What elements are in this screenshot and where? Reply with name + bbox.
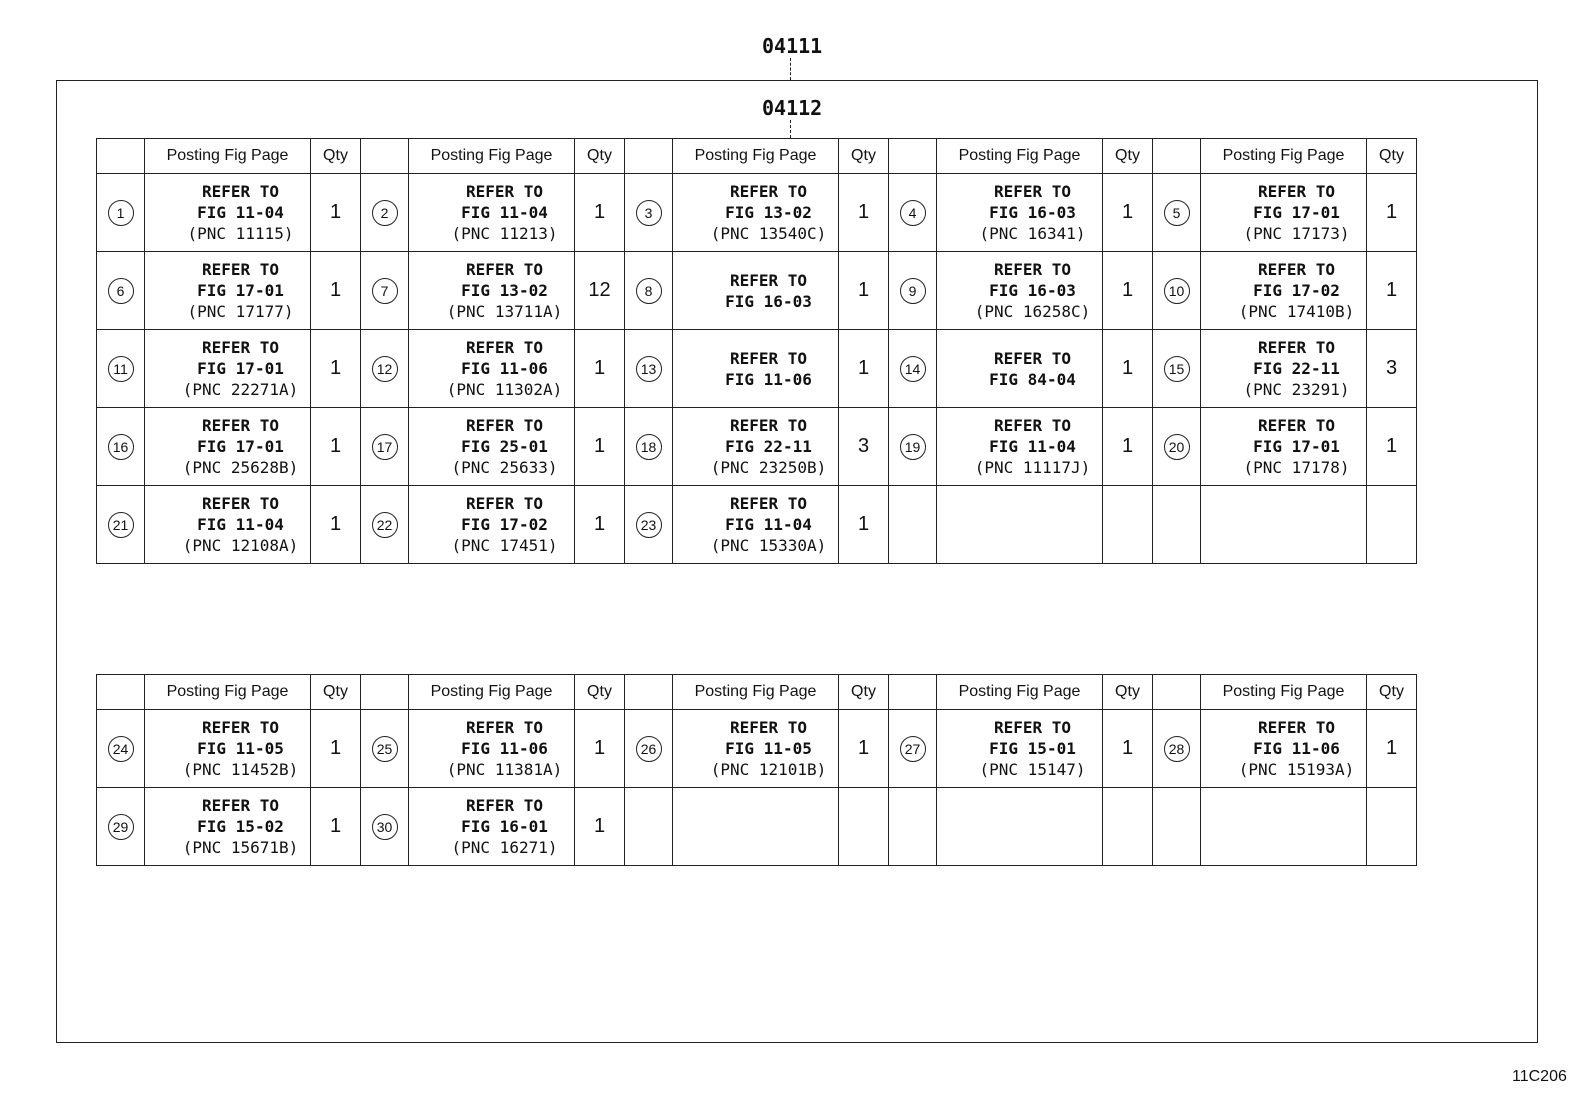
quantity-cell: 1	[1103, 408, 1153, 486]
quantity-cell: 3	[1367, 330, 1417, 408]
fig-page-text: FIG 17-01	[1253, 203, 1340, 222]
reference-cell	[937, 174, 1103, 252]
item-number-cell	[625, 330, 673, 408]
reference-cell	[145, 174, 311, 252]
refer-to-text: REFER TO	[729, 718, 808, 737]
item-number-cell	[1153, 252, 1201, 330]
fig-page-text: FIG 11-04	[197, 203, 284, 222]
item-number-badge: 1	[108, 200, 134, 226]
pnc-text: (PNC 11381A)	[446, 760, 563, 779]
fig-page-text: FIG 17-01	[1253, 437, 1340, 456]
item-number-badge: 7	[372, 278, 398, 304]
fig-page-text: FIG 11-04	[197, 515, 284, 534]
refer-to-text: REFER TO	[465, 338, 544, 357]
reference-cell	[1201, 174, 1367, 252]
item-number-badge: 17	[372, 434, 398, 460]
header-fig-page: Posting Fig Page	[937, 675, 1103, 710]
refer-to-text: REFER TO	[993, 182, 1072, 201]
item-number-cell	[97, 252, 145, 330]
item-number-badge: 13	[636, 356, 662, 382]
reference-cell	[145, 710, 311, 788]
item-number-badge: 3	[636, 200, 662, 226]
item-number-cell	[361, 408, 409, 486]
item-number-cell	[361, 788, 409, 866]
quantity-cell: 1	[1367, 408, 1417, 486]
item-number-cell	[361, 174, 409, 252]
pnc-text: (PNC 17173)	[1243, 224, 1350, 243]
item-number-badge: 8	[636, 278, 662, 304]
refer-to-text: REFER TO	[201, 260, 280, 279]
refer-to-text: REFER TO	[1257, 182, 1336, 201]
item-number-cell	[97, 486, 145, 564]
refer-to-text: REFER TO	[465, 796, 544, 815]
item-number-badge: 30	[372, 814, 398, 840]
item-number-cell	[625, 252, 673, 330]
item-number-cell	[361, 330, 409, 408]
item-number-cell	[1153, 486, 1201, 564]
item-number-badge: 10	[1164, 278, 1190, 304]
refer-to-text: REFER TO	[993, 718, 1072, 737]
item-number-cell	[1153, 174, 1201, 252]
quantity-cell: 1	[1367, 710, 1417, 788]
quantity-cell	[1103, 486, 1153, 564]
fig-page-text: FIG 11-06	[1253, 739, 1340, 758]
header-qty: Qty	[839, 139, 889, 174]
quantity-cell: 1	[839, 252, 889, 330]
item-number-cell	[97, 174, 145, 252]
refer-to-text: REFER TO	[729, 182, 808, 201]
header-num-cell	[889, 675, 937, 710]
quantity-cell: 1	[311, 408, 361, 486]
fig-page-text: FIG 17-01	[197, 437, 284, 456]
item-number-badge: 16	[108, 434, 134, 460]
refer-to-text: REFER TO	[729, 416, 808, 435]
pnc-text: (PNC 16271)	[451, 838, 558, 857]
pnc-text: (PNC 25628B)	[182, 458, 299, 477]
item-number-cell	[889, 330, 937, 408]
item-number-badge: 23	[636, 512, 662, 538]
quantity-cell: 1	[575, 174, 625, 252]
reference-cell	[673, 408, 839, 486]
pnc-text: (PNC 17178)	[1243, 458, 1350, 477]
sub-leader-line	[790, 120, 791, 138]
reference-cell	[1201, 330, 1367, 408]
reference-cell	[937, 408, 1103, 486]
item-number-badge: 19	[900, 434, 926, 460]
pnc-text: (PNC 13540C)	[710, 224, 827, 243]
item-number-cell	[889, 486, 937, 564]
header-num-cell	[361, 139, 409, 174]
fig-page-text: FIG 11-04	[461, 203, 548, 222]
header-num-cell	[625, 139, 673, 174]
parts-row	[97, 252, 1417, 330]
header-qty: Qty	[1103, 675, 1153, 710]
header-qty: Qty	[311, 139, 361, 174]
pnc-text: (PNC 11452B)	[182, 760, 299, 779]
pnc-text: (PNC 16258C)	[974, 302, 1091, 321]
parts-table-1	[96, 138, 1417, 564]
fig-page-text: FIG 22-11	[1253, 359, 1340, 378]
quantity-cell: 1	[575, 710, 625, 788]
reference-cell	[673, 330, 839, 408]
refer-to-text: REFER TO	[201, 338, 280, 357]
pnc-text: (PNC 11117J)	[974, 458, 1091, 477]
pnc-text: (PNC 17410B)	[1238, 302, 1355, 321]
header-num-cell	[361, 675, 409, 710]
pnc-text: (PNC 11115)	[187, 224, 294, 243]
refer-to-text: REFER TO	[201, 796, 280, 815]
refer-to-text: REFER TO	[465, 260, 544, 279]
item-number-cell	[1153, 330, 1201, 408]
header-fig-page: Posting Fig Page	[409, 139, 575, 174]
quantity-cell: 1	[311, 252, 361, 330]
reference-cell	[1201, 408, 1367, 486]
header-num-cell	[1153, 675, 1201, 710]
reference-cell	[145, 486, 311, 564]
item-number-badge: 20	[1164, 434, 1190, 460]
item-number-badge: 25	[372, 736, 398, 762]
quantity-cell: 1	[311, 330, 361, 408]
pnc-text: (PNC 12108A)	[182, 536, 299, 555]
reference-cell	[673, 788, 839, 866]
fig-page-text: FIG 16-03	[989, 203, 1076, 222]
pnc-text: (PNC 15671B)	[182, 838, 299, 857]
reference-cell	[409, 408, 575, 486]
reference-cell	[673, 174, 839, 252]
item-number-cell	[625, 408, 673, 486]
header-qty: Qty	[1103, 139, 1153, 174]
reference-cell	[937, 710, 1103, 788]
pnc-text: (PNC 15330A)	[710, 536, 827, 555]
header-fig-page: Posting Fig Page	[673, 139, 839, 174]
refer-to-text: REFER TO	[201, 416, 280, 435]
refer-to-text: REFER TO	[993, 348, 1072, 368]
fig-page-text: FIG 11-05	[725, 739, 812, 758]
item-number-cell	[361, 486, 409, 564]
item-number-cell	[889, 710, 937, 788]
item-number-cell	[625, 710, 673, 788]
item-number-cell	[625, 486, 673, 564]
refer-to-text: REFER TO	[1257, 718, 1336, 737]
header-row	[97, 139, 1417, 174]
reference-cell	[145, 252, 311, 330]
pnc-text: (PNC 11302A)	[446, 380, 563, 399]
quantity-cell: 1	[839, 330, 889, 408]
item-number-badge: 26	[636, 736, 662, 762]
item-number-cell	[625, 174, 673, 252]
fig-page-text: FIG 11-06	[461, 739, 548, 758]
item-number-badge: 15	[1164, 356, 1190, 382]
item-number-badge: 27	[900, 736, 926, 762]
reference-cell	[937, 788, 1103, 866]
quantity-cell: 1	[1103, 174, 1153, 252]
parts-row	[97, 330, 1417, 408]
refer-to-text: REFER TO	[1257, 416, 1336, 435]
reference-cell	[673, 486, 839, 564]
quantity-cell: 1	[575, 788, 625, 866]
refer-to-text: REFER TO	[1257, 260, 1336, 279]
reference-cell	[1201, 486, 1367, 564]
parts-row	[97, 710, 1417, 788]
quantity-cell: 1	[311, 788, 361, 866]
refer-to-text: REFER TO	[729, 270, 808, 290]
header-qty: Qty	[839, 675, 889, 710]
reference-cell	[1201, 252, 1367, 330]
quantity-cell: 1	[839, 486, 889, 564]
reference-cell	[409, 252, 575, 330]
fig-page-text: FIG 22-11	[725, 437, 812, 456]
refer-to-text: REFER TO	[993, 416, 1072, 435]
refer-to-text: REFER TO	[465, 182, 544, 201]
reference-cell	[409, 710, 575, 788]
refer-to-text: REFER TO	[465, 494, 544, 513]
pnc-text: (PNC 13711A)	[446, 302, 563, 321]
quantity-cell: 1	[575, 408, 625, 486]
item-number-badge: 14	[900, 356, 926, 382]
parts-row	[97, 174, 1417, 252]
fig-page-text: FIG 13-02	[461, 281, 548, 300]
header-num-cell	[625, 675, 673, 710]
pnc-text: (PNC 15193A)	[1238, 760, 1355, 779]
header-row	[97, 675, 1417, 710]
header-fig-page: Posting Fig Page	[1201, 139, 1367, 174]
item-number-cell	[889, 174, 937, 252]
item-number-badge: 5	[1164, 200, 1190, 226]
reference-cell	[145, 788, 311, 866]
header-qty: Qty	[1367, 139, 1417, 174]
quantity-cell: 1	[1103, 252, 1153, 330]
reference-cell	[145, 408, 311, 486]
reference-cell	[937, 330, 1103, 408]
header-num-cell	[97, 675, 145, 710]
fig-page-text: FIG 16-03	[989, 281, 1076, 300]
item-number-cell	[1153, 408, 1201, 486]
refer-to-text: REFER TO	[729, 348, 808, 368]
fig-page-text: FIG 11-06	[725, 369, 812, 389]
header-num-cell	[97, 139, 145, 174]
header-fig-page: Posting Fig Page	[1201, 675, 1367, 710]
item-number-cell	[889, 788, 937, 866]
fig-page-text: FIG 25-01	[461, 437, 548, 456]
quantity-cell: 3	[839, 408, 889, 486]
item-number-cell	[97, 330, 145, 408]
refer-to-text: REFER TO	[201, 494, 280, 513]
item-number-badge: 4	[900, 200, 926, 226]
pnc-text: (PNC 22271A)	[182, 380, 299, 399]
refer-to-text: REFER TO	[201, 182, 280, 201]
header-qty: Qty	[1367, 675, 1417, 710]
refer-to-text: REFER TO	[465, 718, 544, 737]
pnc-text: (PNC 25633)	[451, 458, 558, 477]
fig-page-text: FIG 15-02	[197, 817, 284, 836]
header-fig-page: Posting Fig Page	[145, 675, 311, 710]
fig-page-text: FIG 15-01	[989, 739, 1076, 758]
item-number-badge: 6	[108, 278, 134, 304]
reference-cell	[673, 710, 839, 788]
quantity-cell	[1367, 486, 1417, 564]
item-number-cell	[889, 252, 937, 330]
item-number-badge: 28	[1164, 736, 1190, 762]
item-number-badge: 22	[372, 512, 398, 538]
fig-page-text: FIG 13-02	[725, 203, 812, 222]
header-fig-page: Posting Fig Page	[409, 675, 575, 710]
fig-page-text: FIG 17-01	[197, 359, 284, 378]
pnc-text: (PNC 11213)	[451, 224, 558, 243]
quantity-cell: 1	[839, 710, 889, 788]
quantity-cell: 1	[575, 330, 625, 408]
item-number-badge: 2	[372, 200, 398, 226]
reference-cell	[409, 174, 575, 252]
item-number-cell	[1153, 710, 1201, 788]
header-num-cell	[889, 139, 937, 174]
header-qty: Qty	[575, 139, 625, 174]
header-qty: Qty	[311, 675, 361, 710]
item-number-badge: 21	[108, 512, 134, 538]
item-number-cell	[97, 408, 145, 486]
quantity-cell: 12	[575, 252, 625, 330]
header-fig-page: Posting Fig Page	[145, 139, 311, 174]
item-number-badge: 12	[372, 356, 398, 382]
item-number-badge: 11	[108, 356, 134, 382]
item-number-badge: 24	[108, 736, 134, 762]
fig-page-text: FIG 17-01	[197, 281, 284, 300]
quantity-cell: 1	[1103, 710, 1153, 788]
fig-page-text: FIG 16-03	[725, 291, 812, 311]
quantity-cell: 1	[575, 486, 625, 564]
item-number-cell	[625, 788, 673, 866]
fig-page-text: FIG 11-05	[197, 739, 284, 758]
kit-part-code: 04111	[762, 34, 823, 58]
fig-page-text: FIG 16-01	[461, 817, 548, 836]
reference-cell	[937, 486, 1103, 564]
pnc-text: (PNC 17177)	[187, 302, 294, 321]
reference-cell	[1201, 710, 1367, 788]
parts-row	[97, 486, 1417, 564]
refer-to-text: REFER TO	[201, 718, 280, 737]
fig-page-text: FIG 84-04	[989, 369, 1076, 389]
reference-cell	[409, 486, 575, 564]
fig-page-text: FIG 11-04	[725, 515, 812, 534]
reference-cell	[1201, 788, 1367, 866]
pnc-text: (PNC 12101B)	[710, 760, 827, 779]
refer-to-text: REFER TO	[993, 260, 1072, 279]
quantity-cell: 1	[1367, 252, 1417, 330]
quantity-cell	[839, 788, 889, 866]
pnc-text: (PNC 23291)	[1243, 380, 1350, 399]
pnc-text: (PNC 17451)	[451, 536, 558, 555]
header-num-cell	[1153, 139, 1201, 174]
header-fig-page: Posting Fig Page	[673, 675, 839, 710]
fig-page-text: FIG 17-02	[461, 515, 548, 534]
item-number-cell	[889, 408, 937, 486]
quantity-cell: 1	[839, 174, 889, 252]
reference-cell	[673, 252, 839, 330]
item-number-cell	[361, 710, 409, 788]
quantity-cell: 1	[1103, 330, 1153, 408]
reference-cell	[409, 788, 575, 866]
reference-cell	[937, 252, 1103, 330]
reference-cell	[145, 330, 311, 408]
pnc-text: (PNC 16341)	[979, 224, 1086, 243]
pnc-text: (PNC 15147)	[979, 760, 1086, 779]
fig-page-text: FIG 11-06	[461, 359, 548, 378]
item-number-cell	[361, 252, 409, 330]
quantity-cell: 1	[311, 710, 361, 788]
quantity-cell	[1103, 788, 1153, 866]
item-number-badge: 29	[108, 814, 134, 840]
drawing-id: 11C206	[1512, 1068, 1567, 1085]
pnc-text: (PNC 23250B)	[710, 458, 827, 477]
quantity-cell: 1	[311, 174, 361, 252]
quantity-cell: 1	[1367, 174, 1417, 252]
item-number-badge: 9	[900, 278, 926, 304]
fig-page-text: FIG 11-04	[989, 437, 1076, 456]
refer-to-text: REFER TO	[465, 416, 544, 435]
parts-table-2	[96, 674, 1417, 866]
parts-row	[97, 788, 1417, 866]
header-qty: Qty	[575, 675, 625, 710]
refer-to-text: REFER TO	[729, 494, 808, 513]
sub-part-code: 04112	[762, 96, 823, 120]
item-number-cell	[97, 710, 145, 788]
item-number-cell	[97, 788, 145, 866]
header-fig-page: Posting Fig Page	[937, 139, 1103, 174]
item-number-cell	[1153, 788, 1201, 866]
item-number-badge: 18	[636, 434, 662, 460]
quantity-cell	[1367, 788, 1417, 866]
reference-cell	[409, 330, 575, 408]
quantity-cell: 1	[311, 486, 361, 564]
kit-leader-line	[790, 58, 791, 80]
parts-row	[97, 408, 1417, 486]
fig-page-text: FIG 17-02	[1253, 281, 1340, 300]
refer-to-text: REFER TO	[1257, 338, 1336, 357]
